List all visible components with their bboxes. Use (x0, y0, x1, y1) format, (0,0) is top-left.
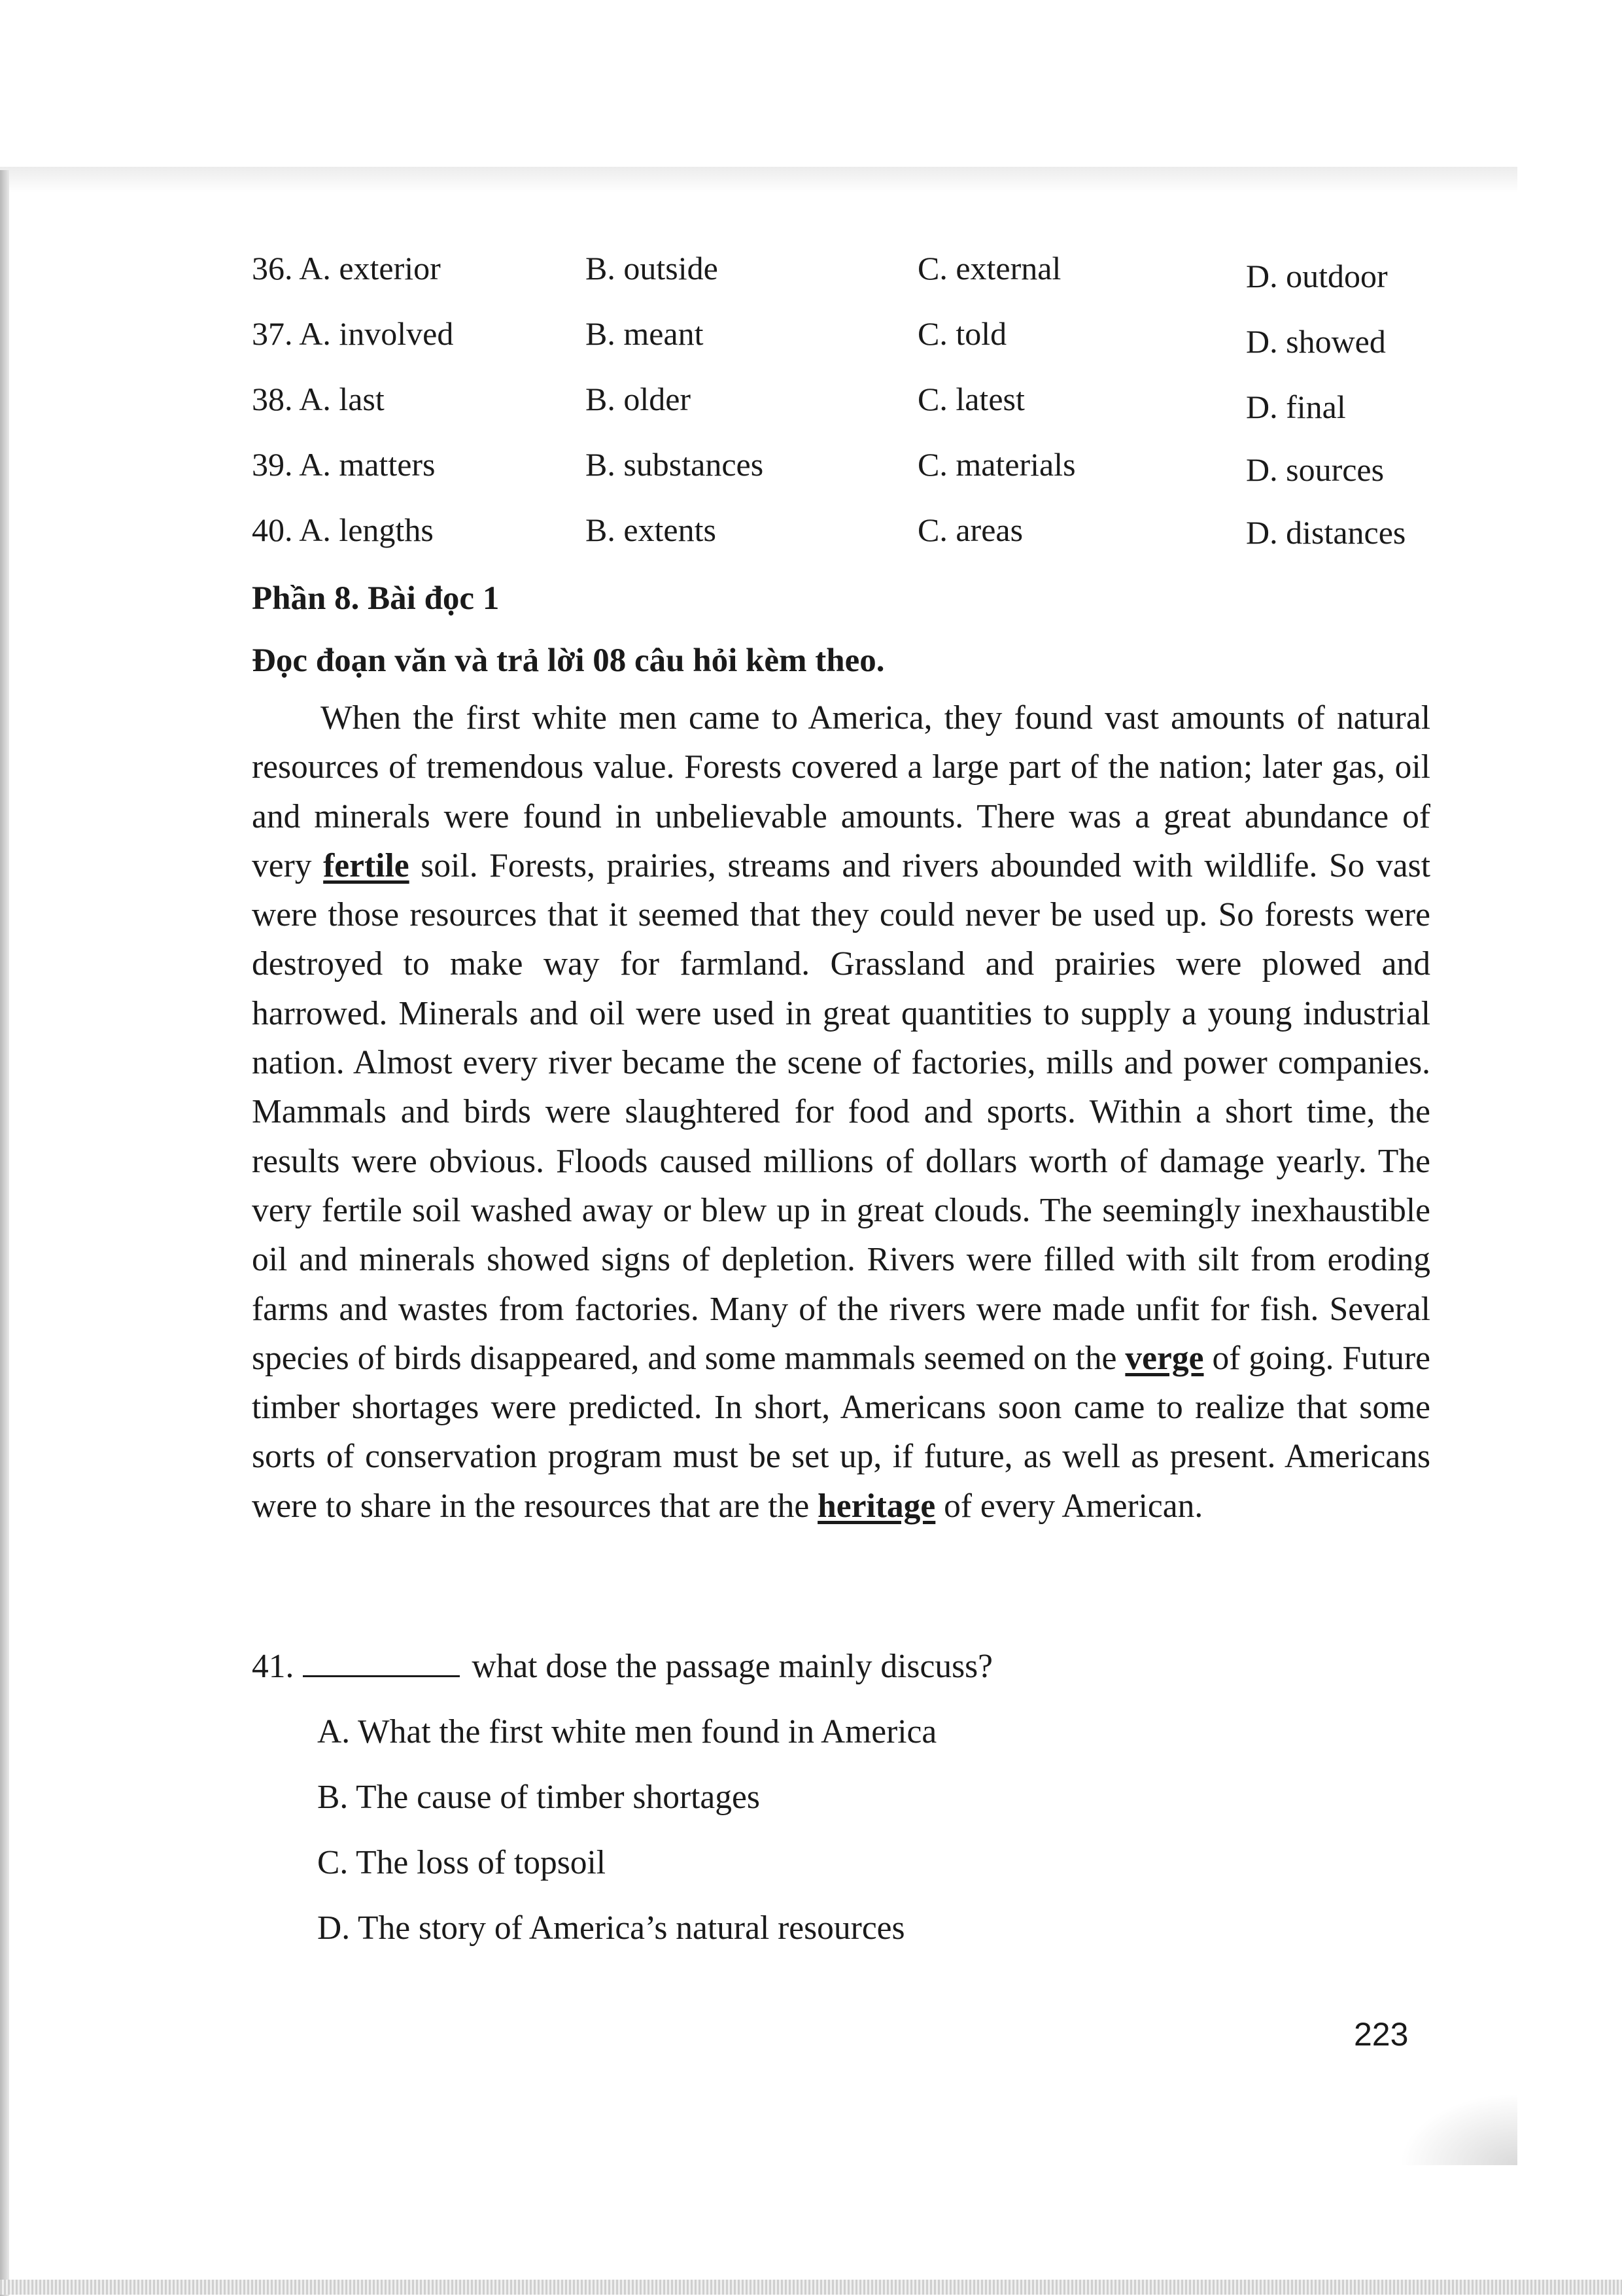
option-a: 40. A. lengths (252, 512, 434, 548)
option-c: C. materials (918, 446, 1076, 483)
option-d: D. final (1246, 389, 1346, 425)
option-c: C. latest (918, 381, 1025, 417)
answer-option-d: D. The story of America’s natural resources (317, 1909, 905, 1947)
scan-shadow-corner (1400, 2093, 1517, 2165)
option-d: D. outdoor (1246, 258, 1388, 294)
option-c: C. areas (918, 512, 1024, 548)
option-b: B. outside (585, 250, 718, 287)
underlined-word-heritage: heritage (818, 1487, 936, 1525)
passage-text: soil. Forests, prairies, streams and rivers abounded with wildlife. So vast were those resources that it seemed that they could never be used up. So forests were destroyed to make way for farmland. Grassland and prairies were plowed and harrowed. Minerals and oil were used in great quantities to supply a young industrial nation. Almost every river became the scene of factories, mills and power companies. Mammals and birds were slaughtered for food and sports. Within a short time, the results were obvious. Floods caused millions of dollars worth of damage yearly. The very fertile soil washed away or blew up in great clouds. The seemingly inexhaustible oil and minerals showed signs of depletion. Rivers were filled with silt from eroding farms and wastes from factories. Many of the rivers were made unfit for fish. Several species of birds disappeared, and some mammals seemed on the (252, 846, 1430, 1377)
option-b: B. meant (585, 315, 704, 352)
underlined-word-fertile: fertile (323, 846, 409, 884)
option-a: 39. A. matters (252, 446, 436, 483)
option-row-38 (252, 376, 1442, 425)
passage-text: When the first white men came to America, they found vast amounts of natural resources of tremendous value. Forests covered a large part of the nation; later gas, oil and minerals were found in unbelievable amounts. There was a great abundance of very (252, 699, 1430, 884)
option-row-39 (252, 442, 1442, 487)
page-number: 223 (1354, 2016, 1409, 2053)
question-number: 41. (252, 1648, 294, 1685)
question-text: what dose the passage mainly discuss? (472, 1648, 993, 1685)
answer-option-b: B. The cause of timber shortages (317, 1779, 760, 1816)
scan-shadow-top (0, 167, 1517, 193)
scan-shadow-bottom (0, 2280, 1622, 2295)
option-a: 37. A. involved (252, 315, 454, 352)
option-row-40 (252, 507, 1442, 553)
option-d: D. showed (1246, 323, 1386, 360)
scan-shadow-left (0, 170, 9, 2296)
reading-passage (252, 693, 1430, 1531)
passage-text: of every American. (935, 1487, 1203, 1525)
option-d: D. distances (1246, 514, 1406, 551)
option-b: B. older (585, 381, 691, 417)
option-a: 36. A. exterior (252, 250, 441, 287)
section-title: Phần 8. Bài đọc 1 (252, 580, 500, 617)
option-c: C. external (918, 250, 1061, 287)
underlined-word-verge: verge (1125, 1339, 1204, 1377)
option-a: 38. A. last (252, 381, 385, 417)
answer-option-c: C. The loss of topsoil (317, 1844, 606, 1881)
option-b: B. substances (585, 446, 764, 483)
section-instruction: Đọc đoạn văn và trả lời 08 câu hỏi kèm theo. (252, 642, 885, 679)
option-d: D. sources (1246, 451, 1385, 488)
question-41 (252, 1642, 993, 1691)
option-c: C. told (918, 315, 1007, 352)
passage-text: of going. Future timber shortages were predicted. In short, Americans soon came to realize that some sorts of conservation program must be set up, if future, as well as present. Americans were to share in the resources that are the (252, 1339, 1430, 1525)
option-row-37 (252, 311, 1442, 360)
answer-blank (303, 1646, 460, 1677)
option-b: B. extents (585, 512, 716, 548)
option-row-36 (252, 245, 1442, 294)
answer-option-a: A. What the first white men found in America (317, 1713, 937, 1750)
